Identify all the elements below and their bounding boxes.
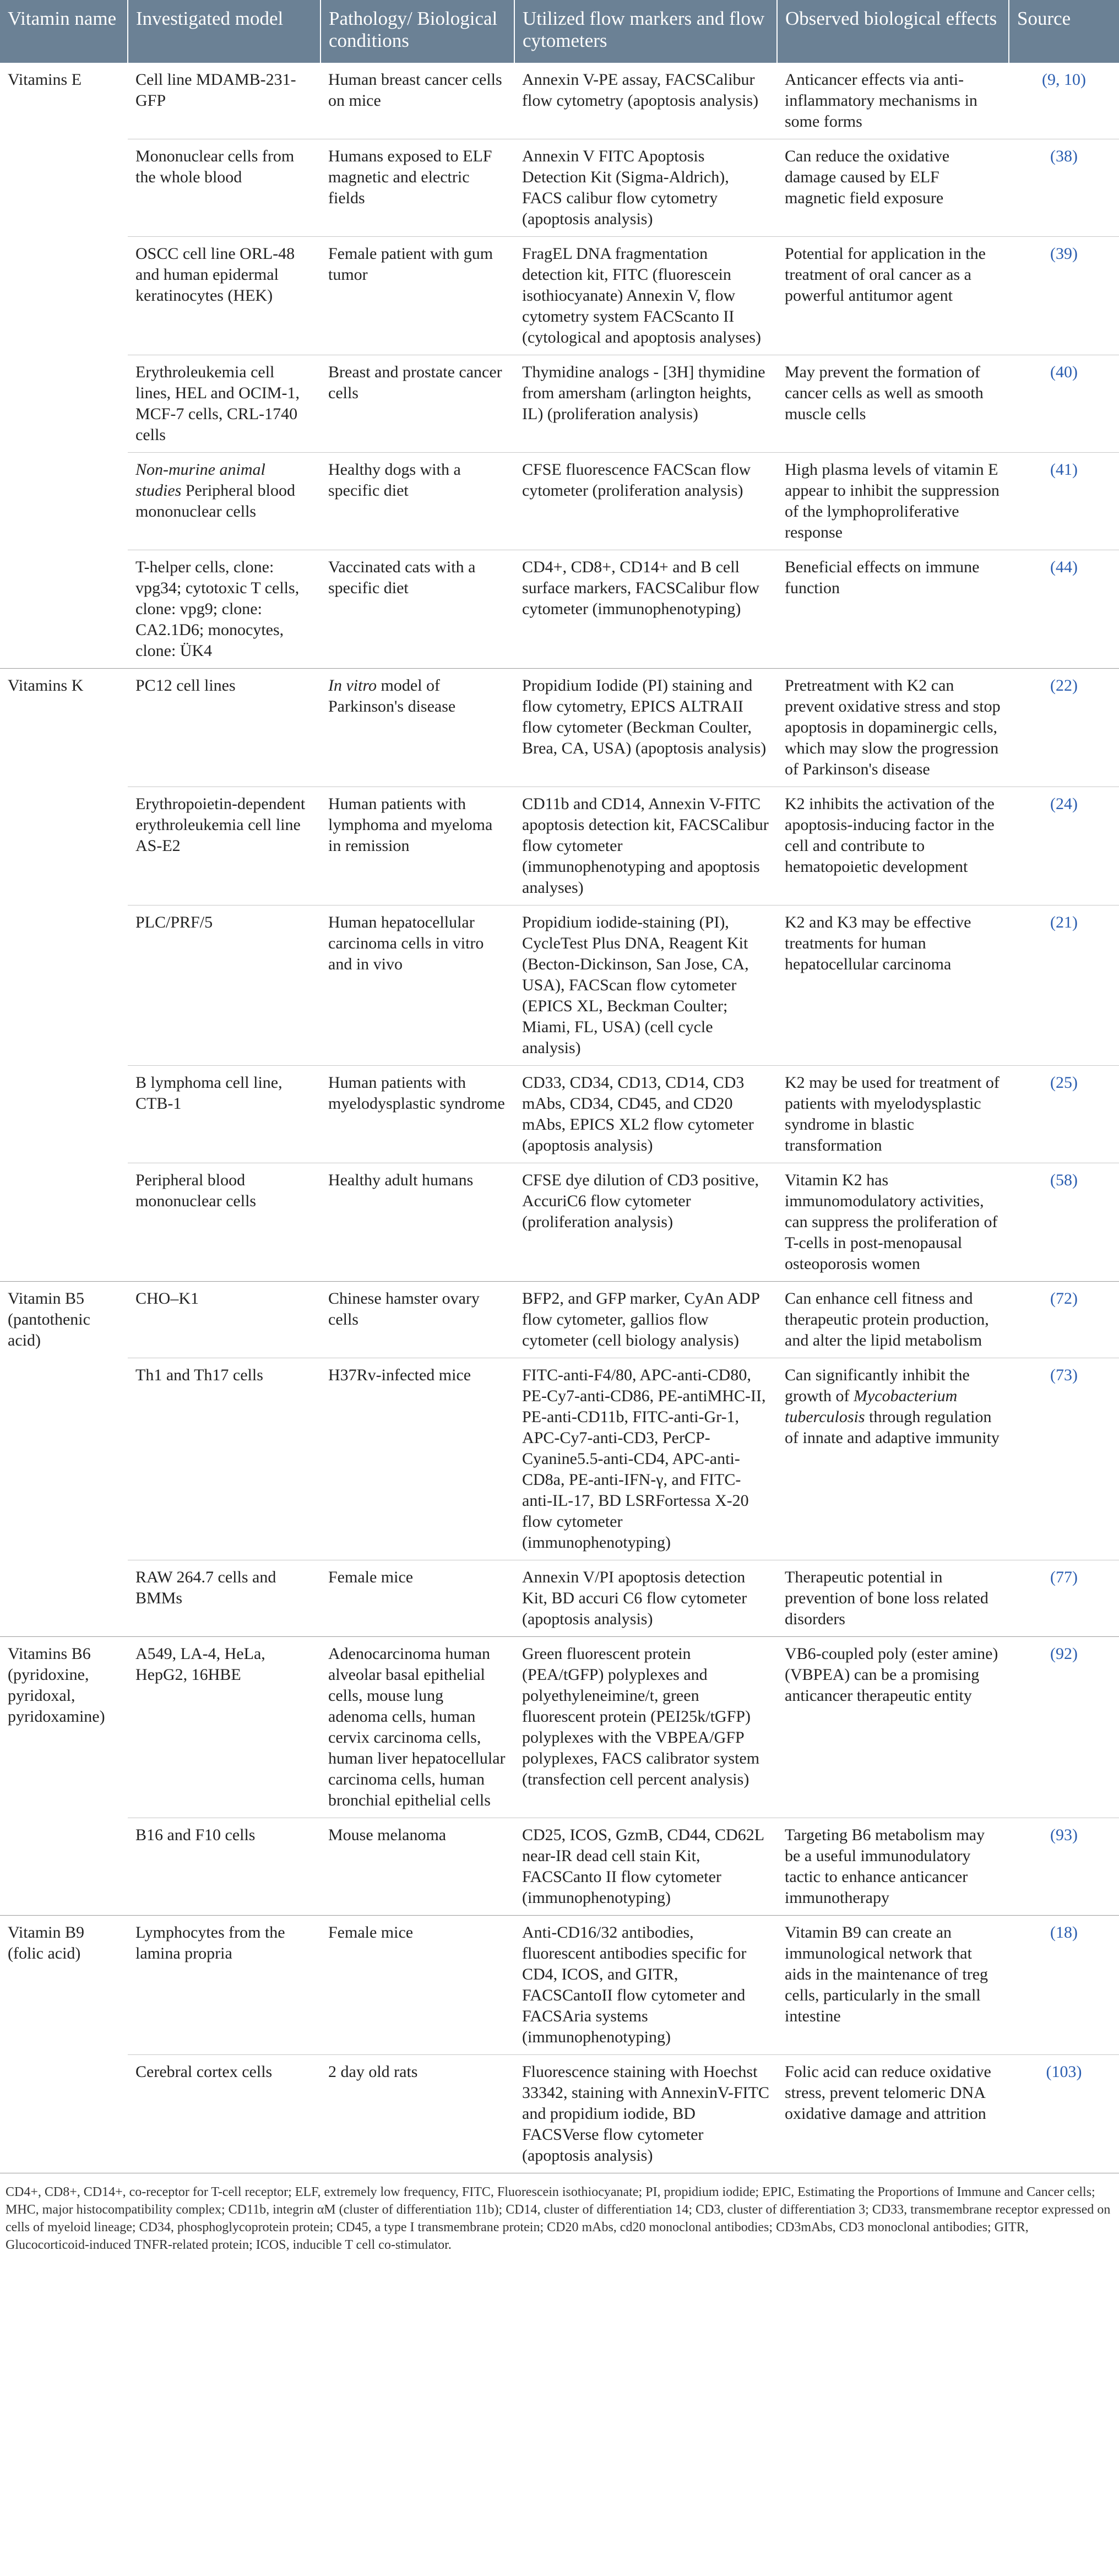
table-header xyxy=(0,0,1119,63)
model-text: Peripheral blood mononuclear cells xyxy=(135,481,295,520)
effects-cell: Folic acid can reduce oxidative stress, prevent telomeric DNA oxidative damage and attrition xyxy=(777,2055,1009,2173)
vitamin-name-cell: Vitamin B9 (folic acid) xyxy=(0,1916,128,2173)
model-cell: Mononuclear cells from the whole blood xyxy=(128,139,321,237)
table-footnote: CD4+, CD8+, CD14+, co-receptor for T-cell receptor; ELF, extremely low frequency, FITC, Fluorescein isothiocyanate; PI, propidium iodide; EPIC, Estimating the Proportions of Immune and Cancer cells; MHC, major histocompatibility complex; CD11b, integrin αM (cluster of differentiation 11b); CD14, cluster of differentiation 14; CD3, cluster of differentiation 3; CD33, transmembrane receptor expressed on cells of myeloid lineage; CD34, phosphoglycoprotein protein; CD45, a type I transmembrane protein; CD20 mAbs, cd20 monoclonal antibodies; CD3mAbs, CD3 monoclonal antibodies; GITR, Glucocorticoid-induced TNFR-related protein; ICOS, inducible T cell co-stimulator. xyxy=(6,2185,1111,2252)
source-link[interactable]: (40) xyxy=(1009,355,1119,453)
header-flow-markers: Utilized flow markers and flow cytometers xyxy=(514,0,777,63)
vitamin-name-cell: Vitamins K xyxy=(0,669,128,1282)
markers-cell: Fluorescence staining with Hoechst 33342, staining with AnnexinV-FITC and propidium iodide, BD FACSVerse flow cytometer (apoptosis analysis) xyxy=(514,2055,777,2173)
vitamin-name-cell: Vitamin B5 (pantothenic acid) xyxy=(0,1282,128,1637)
effects-cell: K2 and K3 may be effective treatments for human hepatocellular carcinoma xyxy=(777,905,1009,1066)
effects-cell: K2 inhibits the activation of the apoptosis-inducing factor in the cell and contribute to hematopoietic development xyxy=(777,787,1009,905)
pathology-cell: Human hepatocellular carcinoma cells in vitro and in vivo xyxy=(321,905,514,1066)
pathology-cell: Humans exposed to ELF magnetic and electric fields xyxy=(321,139,514,237)
table-row xyxy=(0,355,1119,453)
table-row xyxy=(0,1282,1119,1358)
table-row xyxy=(0,1163,1119,1282)
pathology-cell: 2 day old rats xyxy=(321,2055,514,2173)
markers-cell: CFSE fluorescence FACScan flow cytometer (proliferation analysis) xyxy=(514,453,777,550)
effects-cell: Vitamin B9 can create an immunological network that aids in the maintenance of treg cells, particularly in the small intestine xyxy=(777,1916,1009,2055)
source-link[interactable]: (25) xyxy=(1009,1066,1119,1163)
model-cell: A549, LA-4, HeLa, HepG2, 16HBE xyxy=(128,1637,321,1818)
header-vitamin-name: Vitamin name xyxy=(0,0,128,63)
pathology-cell: Human patients with lymphoma and myeloma in remission xyxy=(321,787,514,905)
pathology-cell: Human breast cancer cells on mice xyxy=(321,63,514,139)
header-investigated-model: Investigated model xyxy=(128,0,321,63)
header-biological-effects: Observed biological effects xyxy=(777,0,1009,63)
source-link[interactable]: (38) xyxy=(1009,139,1119,237)
model-cell: Cell line MDAMB-231-GFP xyxy=(128,63,321,139)
source-link[interactable]: (39) xyxy=(1009,237,1119,355)
markers-cell: FITC-anti-F4/80, APC-anti-CD80, PE-Cy7-anti-CD86, PE-antiMHC-II, PE-anti-CD11b, FITC-anti-Gr-1, APC-Cy7-anti-CD3, PerCP-Cyanine5.5-anti-CD4, APC-anti-CD8a, PE-anti-IFN-γ, and FITC-anti-IL-17, BD LSRFortessa X-20 flow cytometer (immunophenotyping) xyxy=(514,1358,777,1560)
model-italic-text: Non-murine animal studies xyxy=(135,460,265,500)
source-link[interactable]: (22) xyxy=(1009,669,1119,787)
effects-cell: Vitamin K2 has immunomodulatory activities, can suppress the proliferation of T-cells in post-menopausal osteoporosis women xyxy=(777,1163,1009,1282)
pathology-cell xyxy=(321,669,514,787)
effects-italic-text: Mycobacterium tuberculosis xyxy=(785,1387,958,1426)
markers-cell: Annexin V-PE assay, FACSCalibur flow cytometry (apoptosis analysis) xyxy=(514,63,777,139)
effects-cell: Can reduce the oxidative damage caused by ELF magnetic field exposure xyxy=(777,139,1009,237)
markers-cell: Anti-CD16/32 antibodies, fluorescent antibodies specific for CD4, ICOS, and GITR, FACSCantoII flow cytometer and FACSAria systems (immunophenotyping) xyxy=(514,1916,777,2055)
effects-cell: VB6-coupled poly (ester amine) (VBPEA) can be a promising anticancer therapeutic entity xyxy=(777,1637,1009,1818)
pathology-cell: Mouse melanoma xyxy=(321,1818,514,1916)
table-row xyxy=(0,1560,1119,1637)
markers-cell: FragEL DNA fragmentation detection kit, FITC (fluorescein isothiocyanate) Annexin V, flow cytometry system FACScanto II (cytological and apoptosis analyses) xyxy=(514,237,777,355)
model-cell: B16 and F10 cells xyxy=(128,1818,321,1916)
markers-cell: Thymidine analogs - [3H] thymidine from amersham (arlington heights, IL) (proliferation analysis) xyxy=(514,355,777,453)
pathology-cell: Human patients with myelodysplastic syndrome xyxy=(321,1066,514,1163)
source-link[interactable]: (93) xyxy=(1009,1818,1119,1916)
model-cell: CHO–K1 xyxy=(128,1282,321,1358)
pathology-cell: Chinese hamster ovary cells xyxy=(321,1282,514,1358)
pathology-cell: Adenocarcinoma human alveolar basal epithelial cells, mouse lung adenoma cells, human cervix carcinoma cells, human liver hepatocellular carcinoma cells, human bronchial epithelial cells xyxy=(321,1637,514,1818)
table-row xyxy=(0,1066,1119,1163)
effects-cell xyxy=(777,1358,1009,1560)
model-cell: RAW 264.7 cells and BMMs xyxy=(128,1560,321,1637)
table-row xyxy=(0,1358,1119,1560)
model-cell: PC12 cell lines xyxy=(128,669,321,787)
table-row xyxy=(0,1818,1119,1916)
table-row xyxy=(0,787,1119,905)
source-link[interactable]: (77) xyxy=(1009,1560,1119,1637)
markers-cell: CD4+, CD8+, CD14+ and B cell surface markers, FACSCalibur flow cytometer (immunophenotyping) xyxy=(514,550,777,669)
effects-cell: Potential for application in the treatment of oral cancer as a powerful antitumor agent xyxy=(777,237,1009,355)
source-link[interactable]: (58) xyxy=(1009,1163,1119,1282)
effects-cell: K2 may be used for treatment of patients with myelodysplastic syndrome in blastic transformation xyxy=(777,1066,1009,1163)
table-row xyxy=(0,905,1119,1066)
source-link[interactable]: (9, 10) xyxy=(1009,63,1119,139)
effects-cell: Can enhance cell fitness and therapeutic protein production, and alter the lipid metabolism xyxy=(777,1282,1009,1358)
markers-cell: Annexin V FITC Apoptosis Detection Kit (Sigma-Aldrich), FACS calibur flow cytometry (apoptosis analysis) xyxy=(514,139,777,237)
pathology-cell: Breast and prostate cancer cells xyxy=(321,355,514,453)
model-cell: Peripheral blood mononuclear cells xyxy=(128,1163,321,1282)
markers-cell: Propidium Iodide (PI) staining and flow cytometry, EPICS ALTRAII flow cytometer (Beckman Coulter, Brea, CA, USA) (apoptosis analysis) xyxy=(514,669,777,787)
source-link[interactable]: (73) xyxy=(1009,1358,1119,1560)
model-cell: PLC/PRF/5 xyxy=(128,905,321,1066)
table-row xyxy=(0,237,1119,355)
model-cell: B lymphoma cell line, CTB-1 xyxy=(128,1066,321,1163)
markers-cell: Green fluorescent protein (PEA/tGFP) polyplexes and polyethyleneimine/t, green fluorescent protein (PEI25k/tGFP) polyplexes with the VBPEA/GFP polyplexes, FACS calibrator system (transfection cell percent analysis) xyxy=(514,1637,777,1818)
table-row xyxy=(0,139,1119,237)
table-row xyxy=(0,453,1119,550)
pathology-cell: Female patient with gum tumor xyxy=(321,237,514,355)
source-link[interactable]: (92) xyxy=(1009,1637,1119,1818)
vitamin-name-cell: Vitamins B6 (pyridoxine, pyridoxal, pyridoxamine) xyxy=(0,1637,128,1916)
model-cell: OSCC cell line ORL-48 and human epidermal keratinocytes (HEK) xyxy=(128,237,321,355)
effects-cell: High plasma levels of vitamin E appear to inhibit the suppression of the lymphoproliferative response xyxy=(777,453,1009,550)
pathology-cell: Female mice xyxy=(321,1560,514,1637)
markers-cell: BFP2, and GFP marker, CyAn ADP flow cytometer, gallios flow cytometer (cell biology analysis) xyxy=(514,1282,777,1358)
source-link[interactable]: (44) xyxy=(1009,550,1119,669)
header-source: Source xyxy=(1009,0,1119,63)
model-cell: T-helper cells, clone: vpg34; cytotoxic T cells, clone: vpg9; clone: CA2.1D6; monocytes, clone: ÜK4 xyxy=(128,550,321,669)
effects-text-pre: Can significantly inhibit the growth of xyxy=(785,1366,970,1405)
table-body xyxy=(0,63,1119,2173)
markers-cell: CD33, CD34, CD13, CD14, CD3 mAbs, CD34, CD45, and CD20 mAbs, EPICS XL2 flow cytometer (apoptosis analysis) xyxy=(514,1066,777,1163)
source-link[interactable]: (24) xyxy=(1009,787,1119,905)
model-cell xyxy=(128,453,321,550)
table-row xyxy=(0,63,1119,139)
pathology-cell: Vaccinated cats with a specific diet xyxy=(321,550,514,669)
table-row xyxy=(0,1637,1119,1818)
source-link[interactable]: (21) xyxy=(1009,905,1119,1066)
table-row xyxy=(0,2055,1119,2173)
effects-cell: May prevent the formation of cancer cells as well as smooth muscle cells xyxy=(777,355,1009,453)
model-cell: Erythroleukemia cell lines, HEL and OCIM-1, MCF-7 cells, CRL-1740 cells xyxy=(128,355,321,453)
markers-cell: CD25, ICOS, GzmB, CD44, CD62L near-IR dead cell stain Kit, FACSCanto II flow cytometer (immunophenotyping) xyxy=(514,1818,777,1916)
effects-cell: Pretreatment with K2 can prevent oxidative stress and stop apoptosis in dopaminergic cells, which may slow the progression of Parkinson's disease xyxy=(777,669,1009,787)
pathology-cell: Healthy adult humans xyxy=(321,1163,514,1282)
table-row xyxy=(0,550,1119,669)
pathology-cell: Healthy dogs with a specific diet xyxy=(321,453,514,550)
source-link[interactable]: (18) xyxy=(1009,1916,1119,2055)
header-pathology: Pathology/ Biological conditions xyxy=(321,0,514,63)
markers-cell: CFSE dye dilution of CD3 positive, AccuriC6 flow cytometer (proliferation analysis) xyxy=(514,1163,777,1282)
model-cell: Lymphocytes from the lamina propria xyxy=(128,1916,321,2055)
effects-text: through regulation of innate and adaptive immunity xyxy=(785,1408,1000,1447)
pathology-cell: H37Rv-infected mice xyxy=(321,1358,514,1560)
effects-cell: Targeting B6 metabolism may be a useful immunodulatory tactic to enhance anticancer immunotherapy xyxy=(777,1818,1009,1916)
source-link[interactable]: (72) xyxy=(1009,1282,1119,1358)
table-row xyxy=(0,669,1119,787)
effects-cell: Anticancer effects via anti-inflammatory mechanisms in some forms xyxy=(777,63,1009,139)
source-link[interactable]: (41) xyxy=(1009,453,1119,550)
model-cell: Th1 and Th17 cells xyxy=(128,1358,321,1560)
markers-cell: CD11b and CD14, Annexin V-FITC apoptosis detection kit, FACSCalibur flow cytometer (immunophenotyping and apoptosis analyses) xyxy=(514,787,777,905)
model-cell: Cerebral cortex cells xyxy=(128,2055,321,2173)
table-row xyxy=(0,1916,1119,2055)
markers-cell: Annexin V/PI apoptosis detection Kit, BD accuri C6 flow cytometer (apoptosis analysis) xyxy=(514,1560,777,1637)
pathology-text: model of Parkinson's disease xyxy=(328,676,456,715)
model-cell: Erythropoietin-dependent erythroleukemia cell line AS-E2 xyxy=(128,787,321,905)
pathology-italic-text: In vitro xyxy=(328,676,377,695)
markers-cell: Propidium iodide-staining (PI), CycleTest Plus DNA, Reagent Kit (Becton-Dickinson, San Jose, CA, USA), FACScan flow cytometer (EPICS XL, Beckman Coulter; Miami, FL, USA) (cell cycle analysis) xyxy=(514,905,777,1066)
pathology-cell: Female mice xyxy=(321,1916,514,2055)
effects-cell: Therapeutic potential in prevention of bone loss related disorders xyxy=(777,1560,1009,1637)
vitamin-name-cell: Vitamins E xyxy=(0,63,128,669)
effects-cell: Beneficial effects on immune function xyxy=(777,550,1009,669)
source-link[interactable]: (103) xyxy=(1009,2055,1119,2173)
